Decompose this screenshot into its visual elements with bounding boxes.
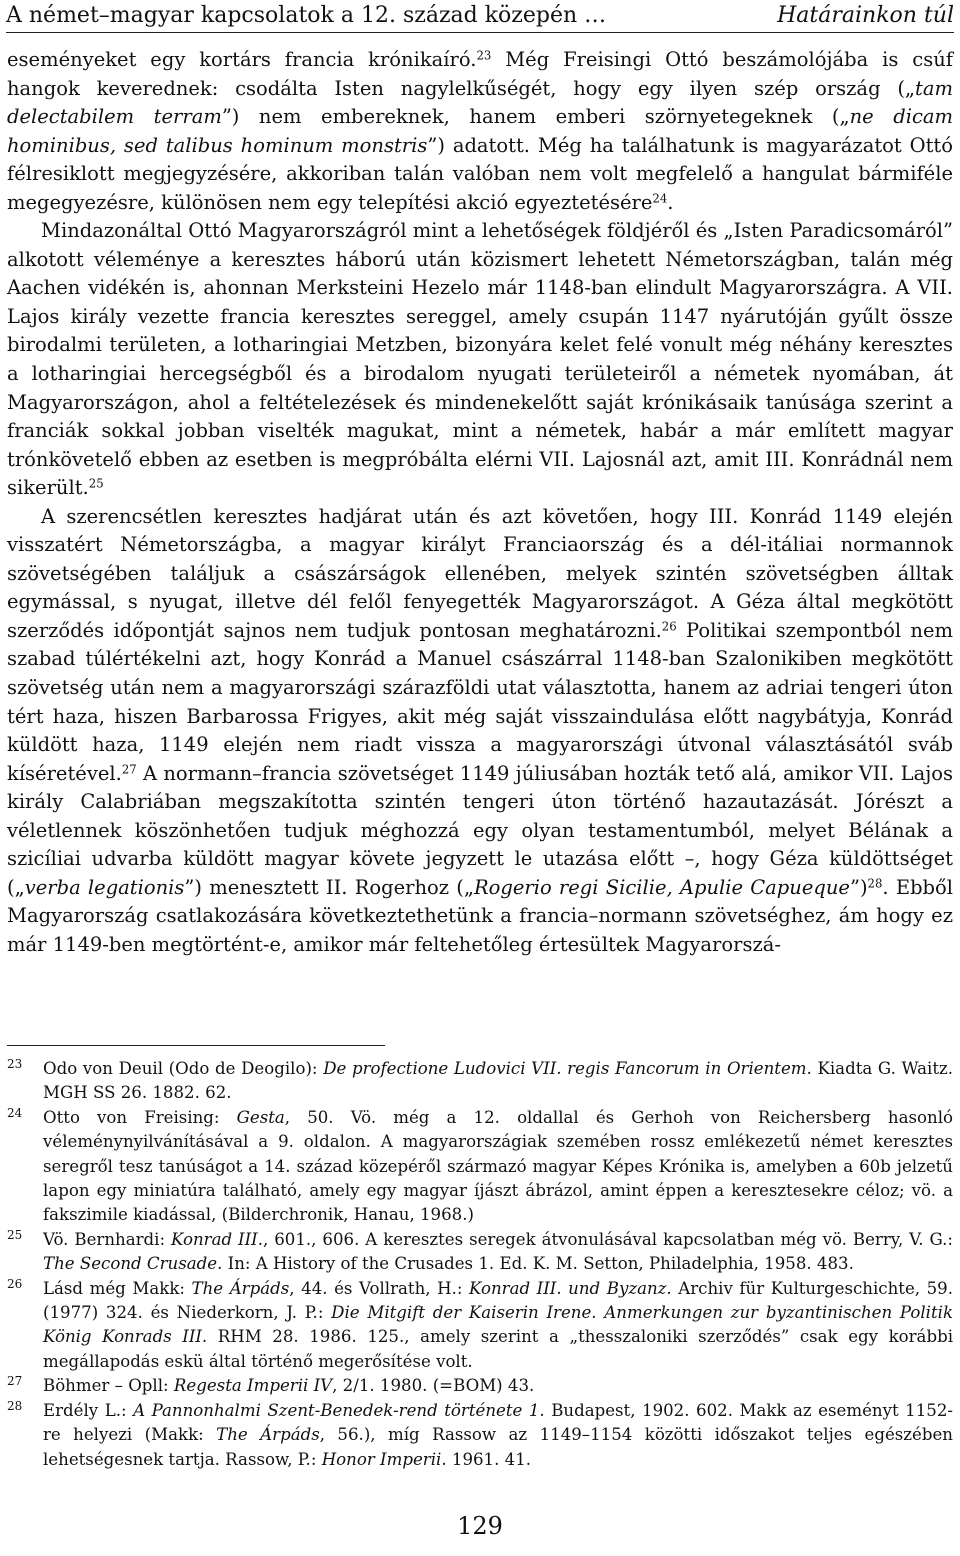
footnote-ref: 27 — [121, 762, 137, 777]
footnote-ref: 24 — [652, 191, 668, 206]
text-run: Archiv für Kulturgeschichte, 59. (1977) 324. és Niederkorn, J. P.: — [43, 1278, 954, 1323]
text-run: 1961. 41. — [446, 1449, 532, 1469]
italic-text: tam delectabilem terram — [7, 76, 953, 129]
footnote-text — [43, 1059, 953, 1102]
running-header — [6, 2, 954, 33]
footnote-number: 27 — [7, 1374, 23, 1389]
footnote-ref: 23 — [476, 48, 492, 63]
text-run: . Ebből Magyarország csatlakozására következtethetünk a francia–normann szövetséghez, ám hogy ez már 1149-ben megtörtént-e, amikor már feltehetőleg értesültek Magyarorszá- — [7, 875, 954, 956]
text-run: Budapest, 1902. 602. Makk az eseményt 1152-re helyezi (Makk: — [43, 1400, 953, 1445]
footnote — [7, 1277, 953, 1375]
text-run: Politikai szempontból nem szabad túlértékelni azt, hogy Konrád a Manuel császárral 1148-ban Szalonikiben megkötött szövetség után nem a magyarországi szárazföldi utat választotta, hanem az adriai tengeri úton tért haza, hiszen Barbarossa Frigyes, akit még saját visszaindulása előtt nagybátyja, Konrád küldött haza, 1149 elején nem riadt vissza a magyarországi útvonal választásától sváb kíséretével. — [7, 618, 953, 785]
italic-text: Rogerio regi Sicilie, Apulie Capueque — [473, 875, 850, 899]
text-run: Vö. Bernhardi: — [43, 1229, 172, 1249]
text-run: Otto von Freising: — [43, 1107, 237, 1127]
italic-text: verba legationis — [24, 875, 185, 899]
text-run: ”) menesztett II. Rogerhoz („ — [184, 875, 474, 899]
footnote-ref: 26 — [661, 619, 677, 634]
footnote-text — [43, 1230, 953, 1273]
running-header-title: A német–magyar kapcsolatok a 12. század közepén … — [6, 3, 607, 28]
paragraph — [7, 503, 953, 960]
text-run: Böhmer – Opll: — [43, 1376, 174, 1396]
footnote — [7, 1399, 953, 1472]
text-run: Lásd még Makk: — [43, 1278, 192, 1298]
italic-text: Die Mitgift der Kaiserin Irene. Anmerkungen zur byzantinischen Politik König Konrads III. — [43, 1303, 954, 1347]
italic-text: Regesta Imperii IV — [173, 1376, 333, 1396]
body-text — [7, 46, 953, 960]
italic-text: Konrad III. — [171, 1229, 263, 1249]
footnote-number: 24 — [7, 1105, 23, 1120]
footnote-ref: 25 — [88, 476, 104, 491]
italic-text: Gesta — [236, 1107, 285, 1127]
text-run: In: A History of the Crusades 1. Ed. K. M. Setton, Philadelphia, 1958. 483. — [222, 1254, 854, 1274]
text-run: , 44. és Vollrath, H.: — [289, 1278, 470, 1298]
text-run: RHM 28. 1986. 125., amely szerint a „thesszaloniki szerződés” csak egy korábbi megállapodás eskü által történő megerősítése volt. — [43, 1327, 953, 1371]
text-run: ”) adatott. Még ha találhatunk is magyarázatot Ottó félresiklott megjegyzésére, akkoriban talán valóban nem volt megfelelő a hangulat bármiféle megegyezésre, különösen nem egy telepítési akció egyeztetésére — [7, 133, 953, 214]
footnote-number: 25 — [7, 1227, 23, 1242]
italic-text: Konrad III. und Byzanz. — [469, 1278, 672, 1298]
footnote — [7, 1374, 953, 1398]
footnote — [7, 1106, 953, 1228]
text-run: ”) nem embereknek, hanem emberi szörnyetegeknek („ — [221, 105, 850, 129]
footnote — [7, 1057, 953, 1106]
paragraph — [7, 217, 953, 502]
text-run: A normann–francia szövetséget 1149 júliusában hozták tető alá, amikor VII. Lajos király Calabriában megszakította szintén tengeri úton történő hazautazását. Jórészt a véletlennek köszönhetően tudjuk méghozzá egy olyan testamentumból, melyet Bélának a szicíliai udvarba küldött magyar követe jegyzett le utazása előtt –, hogy Géza küldöttséget („ — [7, 761, 953, 899]
text-run: , 56.), míg Rassow az 1149–1154 közötti időszakot teljes egészében lehetségesnek tartja. Rassow, P.: — [43, 1425, 953, 1469]
page-number: 129 — [457, 1512, 503, 1540]
text-run: Mindazonáltal Ottó Magyarországról mint a lehetőségek földjéről és „Isten Paradicsomáról” alkotott véleménye a keresztes háború után közismert lehetett Németországban, talán még Aachen vidékén is, ahonnan Merksteini Hezelo már 1148-ban elindult Magyarországra. A VII. Lajos király vezette francia keresztes sereggel, amely csupán 1147 nyárutóján gyűlt össze birodalmi területen, a lotharingiai Metzben, bizonyára kelet felé vonult még néhány keresztes a lotharingiai hercegségből és a birodalom nyugati területeiről a németek nyomában, át Magyarországon, ahol a feltételezések és mindenekelőtt saját krónikásaik tanúsága szerint a franciák sokkal jobban viselték magukat, mint a németek, habár a már említett magyar trónkövetelő ebben az esetben is megpróbálta elérni VII. Lajosnál azt, amit III. Konrádnál nem sikerült. — [7, 219, 954, 500]
footnote-separator — [7, 1045, 385, 1046]
italic-text: Honor Imperii. — [321, 1449, 447, 1469]
footnote-text — [43, 1279, 953, 1371]
text-run: Odo von Deuil (Odo de Deogilo): — [43, 1059, 324, 1078]
footnote-number: 23 — [7, 1057, 23, 1071]
footnote-ref: 28 — [867, 876, 883, 891]
italic-text: ne dicam hominibus, sed talibus hominum monstris — [7, 105, 953, 157]
text-run: A szerencsétlen keresztes hadjárat után és azt követően, hogy III. Konrád 1149 elején visszatért Németországba, a magyar királyt Franciaország és a dél-itáliai normannok szövetségében találjuk a császárságok ellenében, melyek szintén szövetségben álltak egymással, s nyugat, illetve dél felől fenyegették Magyarországot. A Géza által megkötött szerződés időpontját sajnos nem tudjuk pontosan meghatározni. — [7, 504, 953, 642]
text-run: , 2/1. 1980. (=BOM) 43. — [332, 1376, 535, 1396]
italic-text: A Pannonhalmi Szent-Benedek-rend története 1. — [133, 1400, 545, 1420]
text-run: , 601., 606. A keresztes seregek átvonulásával kapcsolatban még vö. Berry, V. G.: — [263, 1229, 954, 1249]
footnote-number: 26 — [7, 1276, 23, 1291]
footnote — [7, 1228, 953, 1277]
text-run: Erdély L.: — [43, 1400, 134, 1420]
footnote-text — [43, 1376, 534, 1395]
text-run: ”) — [849, 875, 868, 899]
text-run: Kiadta G. Waitz. MGH SS 26. 1882. 62. — [43, 1059, 954, 1103]
paragraph — [7, 46, 953, 217]
text-run: eseményeket egy kortárs francia krónikaíró. — [7, 48, 477, 71]
italic-text: The Árpáds — [191, 1278, 290, 1298]
footnote-text — [43, 1108, 953, 1225]
running-header-section: Határainkon túl — [777, 3, 954, 28]
text-run: , 50. Vö. még a 12. oldallal és Gerhoh von Reichersberg hasonló véleménynyilvánításával a 9. oldalon. A magyarországiak szemében rossz emlékezetű német keresztes seregről tesz tanúságot a 14. század közepéről származó magyar Képes Krónika is, amelyben a 60b jelzetű lapon egy miniatúra található, amely egy magyar íjászt ábrázol, amint éppen a keresztesekre céloz; vö. a fakszimile kiadással, (Bilderchronik, Hanau, 1968.) — [43, 1107, 953, 1225]
text-run: Még Freisingi Ottó beszámolójába is csúf hangok keverednek: csodálta Isten nagylelkűségét, hogy egy ilyen szép ország („ — [7, 48, 954, 100]
italic-text: The Second Crusade. — [43, 1254, 223, 1274]
footnote-number: 28 — [7, 1398, 23, 1413]
italic-text: De profectione Ludovici VII. regis Fancorum in Orientem. — [323, 1059, 812, 1078]
text-run: . — [667, 190, 674, 214]
footnotes — [7, 1057, 953, 1472]
footnote-text — [43, 1401, 953, 1469]
italic-text: The Árpáds — [216, 1425, 320, 1445]
